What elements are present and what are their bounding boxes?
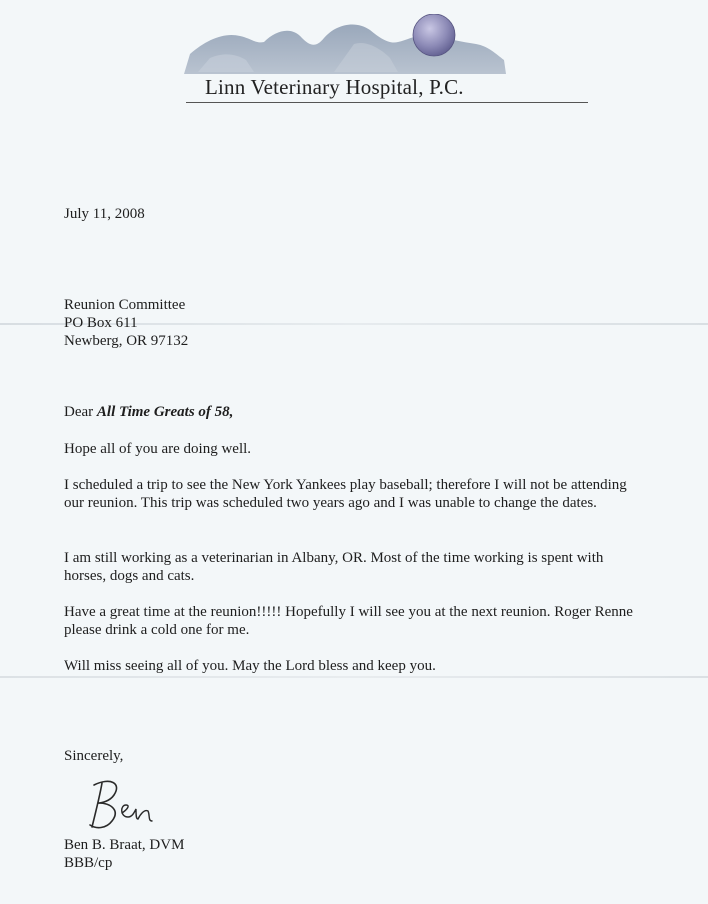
letterhead-divider [186,102,588,103]
salutation-emphasis: All Time Greats of 58, [96,404,234,420]
salutation-prefix: Dear [64,404,97,420]
letterhead-title: Linn Veterinary Hospital, P.C. [205,75,464,99]
paper-fold-line [0,676,708,678]
handwritten-signature-ben [82,775,162,837]
letter-date: July 11, 2008 [64,206,145,222]
closing: Sincerely, [64,748,124,764]
mountains-and-moon-logo [184,14,506,76]
body-paragraph: Have a great time at the reunion!!!!! Hopefully I will see you at the next reunion. Roger Renne please drink a cold one for me. [64,604,633,638]
salutation [64,403,233,421]
typist-initials: BBB/cp [64,855,113,871]
body-paragraph: I scheduled a trip to see the New York Yankees play baseball; therefore I will not be attending our reunion. This trip was scheduled two years ago and I was unable to change the dates. [64,477,627,511]
signer-name: Ben B. Braat, DVM [64,837,185,853]
body-paragraph: Will miss seeing all of you. May the Lord bless and keep you. [64,658,436,674]
recipient-line: Newberg, OR 97132 [64,333,189,349]
body-paragraph: I am still working as a veterinarian in Albany, OR. Most of the time working is spent with horses, dogs and cats. [64,550,604,584]
body-paragraph: Hope all of you are doing well. [64,441,252,457]
recipient-line: PO Box 611 [64,315,138,331]
recipient-line: Reunion Committee [64,297,186,313]
